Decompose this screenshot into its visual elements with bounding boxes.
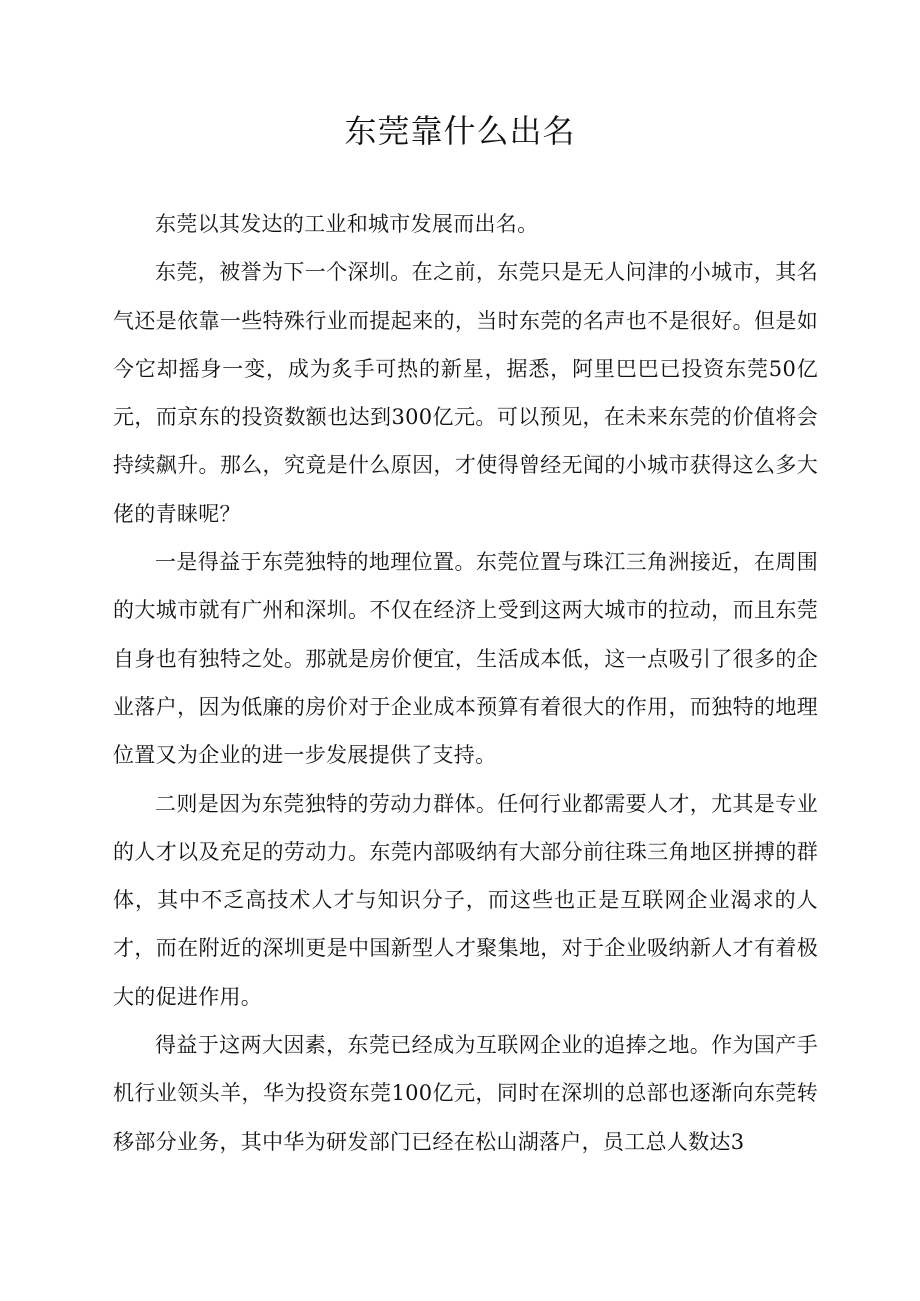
paragraph: 一是得益于东莞独特的地理位置。东莞位置与珠江三角洲接近，在周围的大城市就有广州和深圳。不仅在经济上受到这两大城市的拉动，而且东莞自身也有独特之处。那就是房价便宜，生活成本低，这一点吸引了很多的企业落户，因为低廉的房价对于企业成本预算有着很大的作用，而独特的地理位置又为企业的进一步发展提供了支持。 bbox=[113, 550, 818, 768]
document-title: 东莞靠什么出名 bbox=[344, 112, 576, 150]
paragraph: 得益于这两大因素，东莞已经成为互联网企业的追捧之地。作为国产手机行业领头羊，华为投资东莞100亿元，同时在深圳的总部也逐渐向东莞转移部分业务，其中华为研发部门已经在松山湖落户，员工总人数达3 bbox=[113, 1033, 818, 1154]
paragraph: 二则是因为东莞独特的劳动力群体。任何行业都需要人才，尤其是专业的人才以及充足的劳动力。东莞内部吸纳有大部分前往珠三角地区拼搏的群体，其中不乏高技术人才与知识分子，而这些也正是互联网企业渴求的人才，而在附近的深圳更是中国新型人才聚集地，对于企业吸纳新人才有着极大的促进作用。 bbox=[113, 791, 818, 1009]
paragraph: 东莞，被誉为下一个深圳。在之前，东莞只是无人问津的小城市，其名气还是依靠一些特殊行业而提起来的，当时东莞的名声也不是很好。但是如今它却摇身一变，成为炙手可热的新星，据悉，阿里巴巴已投资东莞50亿元，而京东的投资数额也达到300亿元。可以预见，在未来东莞的价值将会持续飙升。那么，究竟是什么原因，才使得曾经无闻的小城市获得这么多大佬的青睐呢？ bbox=[113, 260, 818, 526]
document-body bbox=[113, 200, 818, 1166]
paragraph: 东莞以其发达的工业和城市发展而出名。 bbox=[155, 212, 539, 236]
